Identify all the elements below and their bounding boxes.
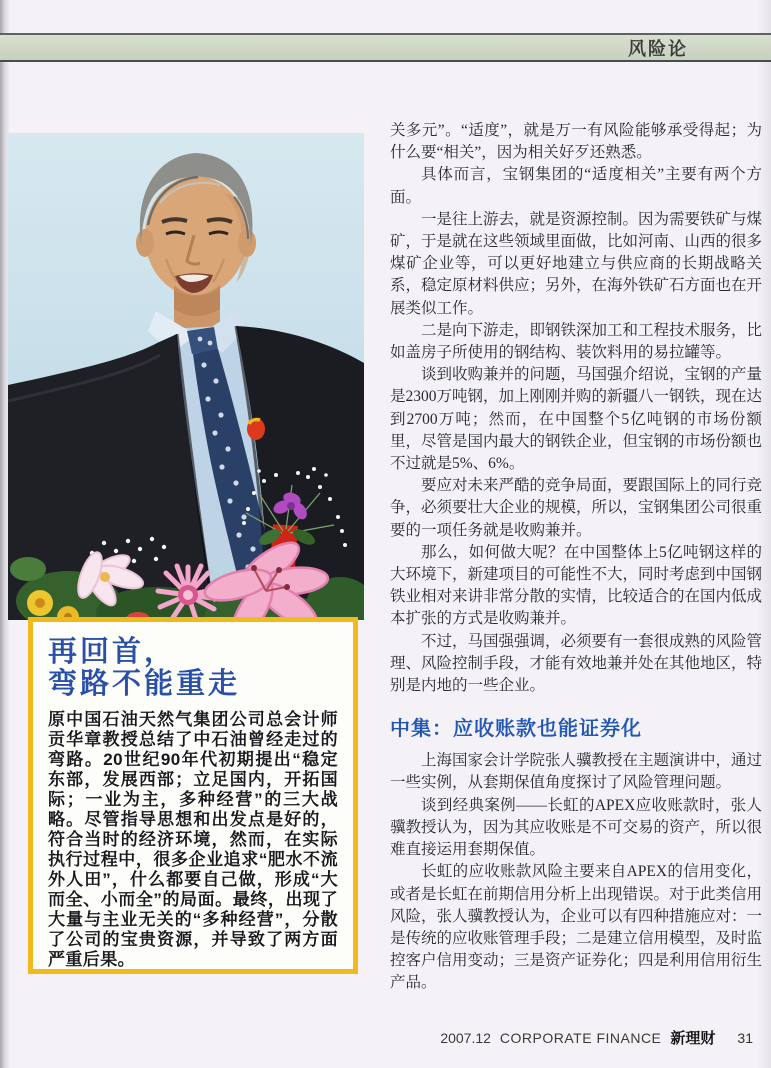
section-header-bar <box>0 33 771 62</box>
article-paragraph: 不过，马国强强调，必须要有一套很成熟的风险管理、风险控制手段，才能有效地兼并处在其他地区，特别是内地的一些企业。 <box>390 632 763 695</box>
footer-magazine-cn: 新理财 <box>670 1030 716 1047</box>
footer-page-number: 31 <box>737 1030 753 1046</box>
article-column <box>390 120 762 995</box>
feature-body: 原中国石油天然气集团公司总会计师贡华章教授总结了中石油曾经走过的弯路。20世纪90年代初期提出“稳定东部，发展西部；立足国内，开拓国际；一业为主，多种经营”的三大战略。尽管指导思想和出发点是好的，符合当时的经济环境，然而，在实际执行过程中，很多企业追求“肥水不流外人田”，什么都要自己做，形成“大而全、小而全”的局面。最终，出现了大量与主业无关的“多种经营”，分散了公司的宝贵资源，并导致了两方面严重后果。 <box>48 710 338 969</box>
feature-title <box>48 636 338 700</box>
article-paragraph: 那么，如何做大呢？在中国整体上5亿吨钢这样的大环境下，新建项目的可能性不大，同时考虑到中国钢铁业相对来讲非常分散的实情，比较适合的在国内低成本扩张的方式是收购兼并。 <box>390 543 763 628</box>
article-paragraph: 一是往上游去，就是资源控制。因为需要铁矿与煤矿，于是就在这些领域里面做，比如河南、山西的很多煤矿企业等，可以更好地建立与供应商的长期战略关系，稳定原材料供应；另外，在海外铁矿石方面也在开展类似工作。 <box>390 210 763 317</box>
section-heading: 中集：应收账款也能证券化 <box>390 718 642 741</box>
footer-issue: 2007.12 <box>440 1030 491 1046</box>
article-paragraph: 谈到经典案例——长虹的APEX应收账款时，张人骥教授认为，因为其应收账是不可交易的资产，所以很难直接运用套期保值。 <box>390 796 763 859</box>
page-footer <box>440 1027 753 1048</box>
feature-title-line1: 再回首， <box>48 636 177 668</box>
footer-magazine-en: CORPORATE FINANCE <box>499 1030 662 1046</box>
article-paragraph: 关多元”。“适度”，就是万一有风险能够承受得起；为什么要“相关”，因为相关好歹还熟悉。 <box>390 122 762 162</box>
article-paragraph: 要应对未来严酷的竞争局面，要跟国际上的同行竞争，必须要壮大企业的规模，所以，宝钢集团公司很重要的一项任务就是收购兼并。 <box>390 477 763 539</box>
article-paragraph: 长虹的应收账款风险主要来自APEX的信用变化，或者是长虹在前期信用分析上出现错误。对于此类信用风险，张人骥教授认为，企业可以有四种措施应对：一是传统的应收账管理手段；二是建立信用模型，及时监控客户信用变动；三是资产证券化；四是利用信用衍生产品。 <box>390 863 763 992</box>
section-label: 风险论 <box>628 38 688 59</box>
speaker-photo <box>8 133 364 620</box>
article-paragraph: 谈到收购兼并的问题，马国强介绍说，宝钢的产量是2300万吨钢，加上刚刚并购的新疆八一钢铁，现在达到2700万吨；然而，在中国整个5亿吨钢的市场份额里，尽管是国内最大的钢铁企业，但宝钢的市场份额也不过就是5%、6%。 <box>390 366 763 473</box>
feature-box <box>28 617 358 974</box>
article-paragraph: 具体而言，宝钢集团的“适度相关”主要有两个方面。 <box>390 166 762 206</box>
lapel-pin <box>247 418 265 440</box>
article-paragraph: 上海国家会计学院张人骥教授在主题演讲中，通过一些实例，从套期保值角度探讨了风险管理问题。 <box>390 752 763 792</box>
feature-title-line2: 弯路不能重走 <box>48 668 241 700</box>
article-paragraph: 二是向下游走，即钢铁深加工和工程技术服务，比如盖房子所使用的钢结构、装饮料用的易拉罐等。 <box>390 321 763 362</box>
